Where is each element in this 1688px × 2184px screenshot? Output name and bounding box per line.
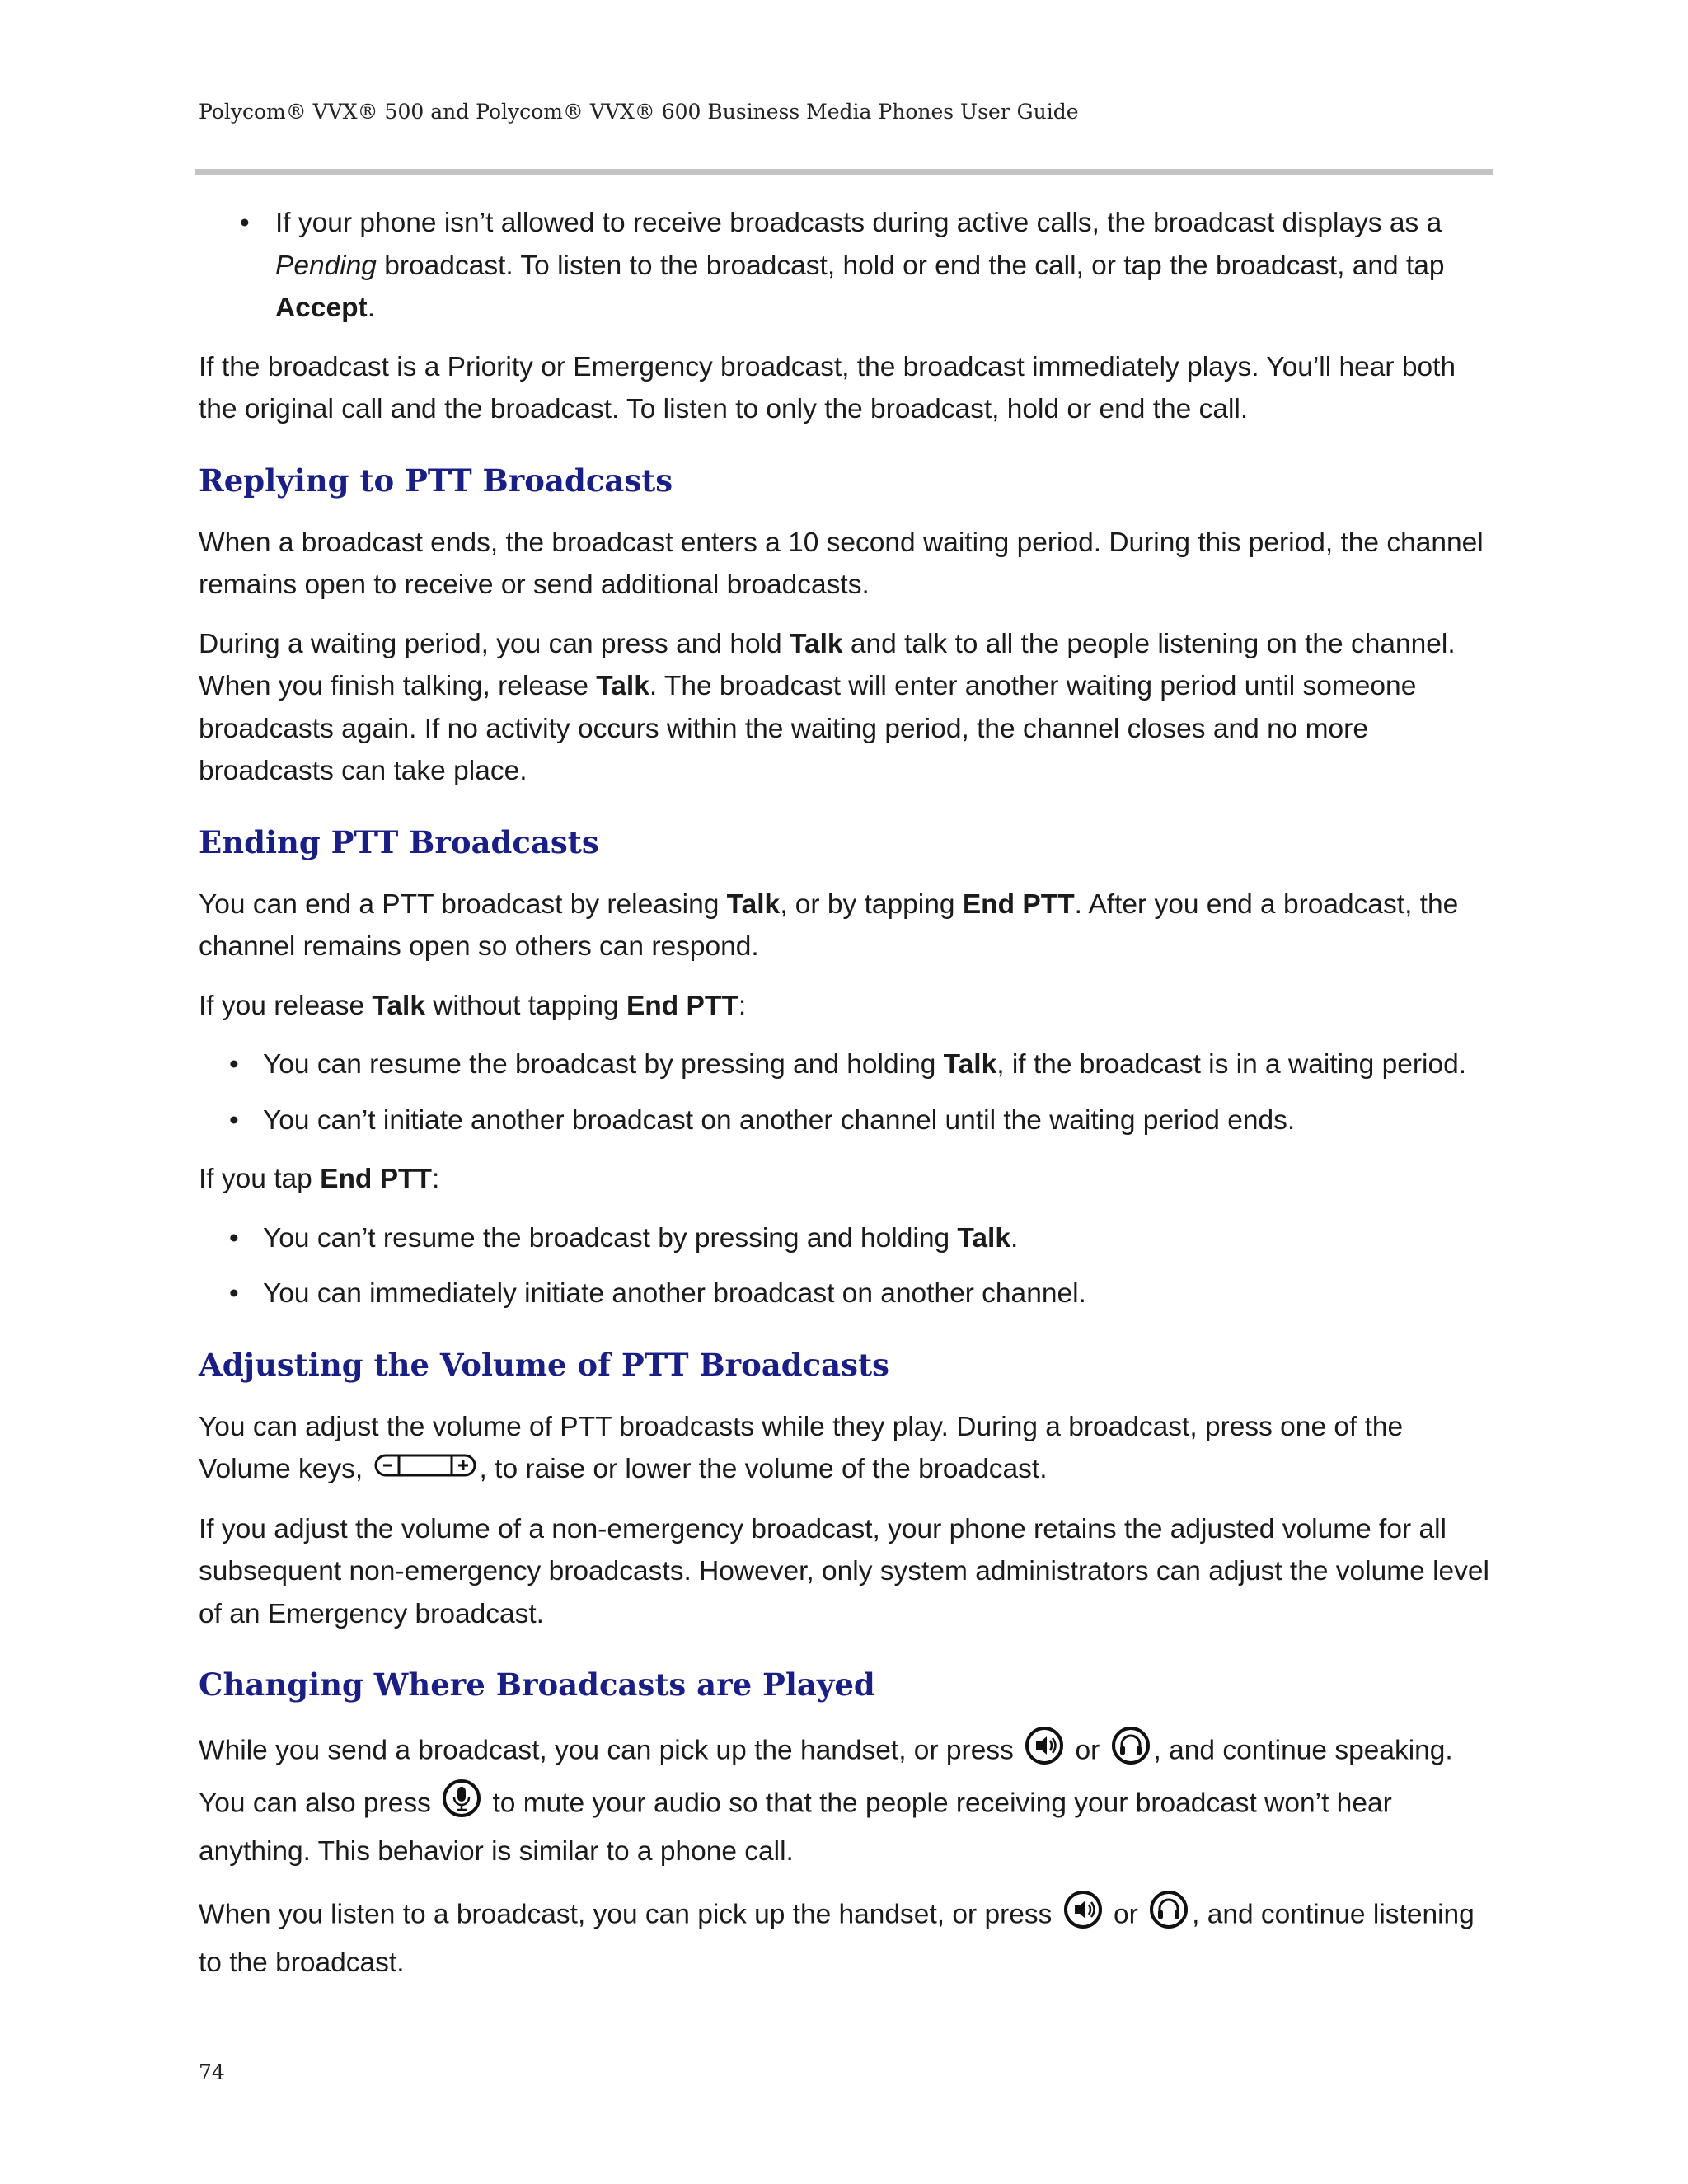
list-item: • You can resume the broadcast by pressing and holding Talk, if the broadcast is in a waiting period. — [199, 1043, 1493, 1086]
running-header: Polycom® VVX® 500 and Polycom® VVX® 600 Business Media Phones User Guide — [199, 100, 1079, 124]
changing-paragraph-2: When you listen to a broadcast, you can pick up the handset, or press or , and continue listening to the broadcast. — [199, 1890, 1493, 1985]
list-item: • You can’t resume the broadcast by pressing and holding Talk. — [199, 1217, 1493, 1260]
volume-keys-icon — [374, 1449, 476, 1492]
intro-paragraph: If the broadcast is a Priority or Emergency broadcast, the broadcast immediately plays. You’ll hear both the original call and the broadcast. To listen to only the broadcast, hold or end the call. — [199, 351, 1456, 424]
replying-paragraph-2: During a waiting period, you can press and hold Talk and talk to all the people listening on the channel. When you finish talking, release Talk. The broadcast will enter another waiting period until someone broadcasts again. If no activity occurs within the waiting period, the channel closes and no more broadcasts can take place. — [199, 628, 1456, 786]
headset-icon — [1111, 1726, 1151, 1779]
end-ptt-bullet-list — [199, 1217, 1493, 1315]
section-heading-replying: Replying to PTT Broadcasts — [199, 462, 673, 499]
bullet: • — [240, 208, 250, 238]
bullet: • — [229, 1222, 239, 1254]
speakerphone-icon — [1025, 1726, 1064, 1779]
volume-paragraph-2: If you adjust the volume of a non-emergency broadcast, your phone retains the adjusted volume for all subsequent non-emergency broadcasts. However, only system administrators can adjust the volume level of an Emergency broadcast. — [199, 1513, 1489, 1629]
volume-paragraph-1: You can adjust the volume of PTT broadcasts while they play. During a broadcast, press one of the Volume keys, , to raise or lower the volume of the broadcast. — [199, 1406, 1493, 1492]
section-heading-volume: Adjusting the Volume of PTT Broadcasts — [199, 1346, 889, 1383]
ending-paragraph-3: If you tap End PTT: — [199, 1164, 440, 1194]
bullet: • — [229, 1104, 239, 1136]
page-content — [199, 202, 1493, 2001]
section-heading-changing: Changing Where Broadcasts are Played — [199, 1666, 875, 1704]
replying-paragraph-1: When a broadcast ends, the broadcast enters a 10 second waiting period. During this period, the channel remains open to receive or send additional broadcasts. — [199, 527, 1484, 600]
list-item: • You can’t initiate another broadcast on another channel until the waiting period ends. — [199, 1099, 1493, 1142]
release-talk-bullet-list — [199, 1043, 1493, 1141]
page-number: 74 — [199, 2060, 225, 2084]
header-rule — [195, 169, 1493, 175]
ending-paragraph-1: You can end a PTT broadcast by releasing Talk, or by tapping End PTT. After you end a broadcast, the channel remains open so others can respond. — [199, 888, 1459, 962]
list-item: • You can immediately initiate another broadcast on another channel. — [199, 1272, 1493, 1315]
mute-icon — [442, 1779, 481, 1831]
bullet: • — [229, 1278, 239, 1309]
bullet: • — [229, 1049, 239, 1080]
headset-icon — [1149, 1890, 1189, 1943]
changing-paragraph-1: While you send a broadcast, you can pick up the handset, or press or , and continue speaking. You can also press to mute your audio so that the people receiving your broadcast won’t hear anything. This behavior is similar to a phone call. — [199, 1726, 1493, 1873]
speakerphone-icon — [1063, 1890, 1103, 1943]
section-heading-ending: Ending PTT Broadcasts — [199, 823, 599, 860]
list-item: • If your phone isn’t allowed to receive broadcasts during active calls, the broadcast displays as a Pending broadcast. To listen to the broadcast, hold or end the call, or tap the broadcast, and tap Accept. — [199, 202, 1493, 330]
intro-bullet-list — [199, 202, 1493, 330]
ending-paragraph-2: If you release Talk without tapping End PTT: — [199, 990, 747, 1021]
